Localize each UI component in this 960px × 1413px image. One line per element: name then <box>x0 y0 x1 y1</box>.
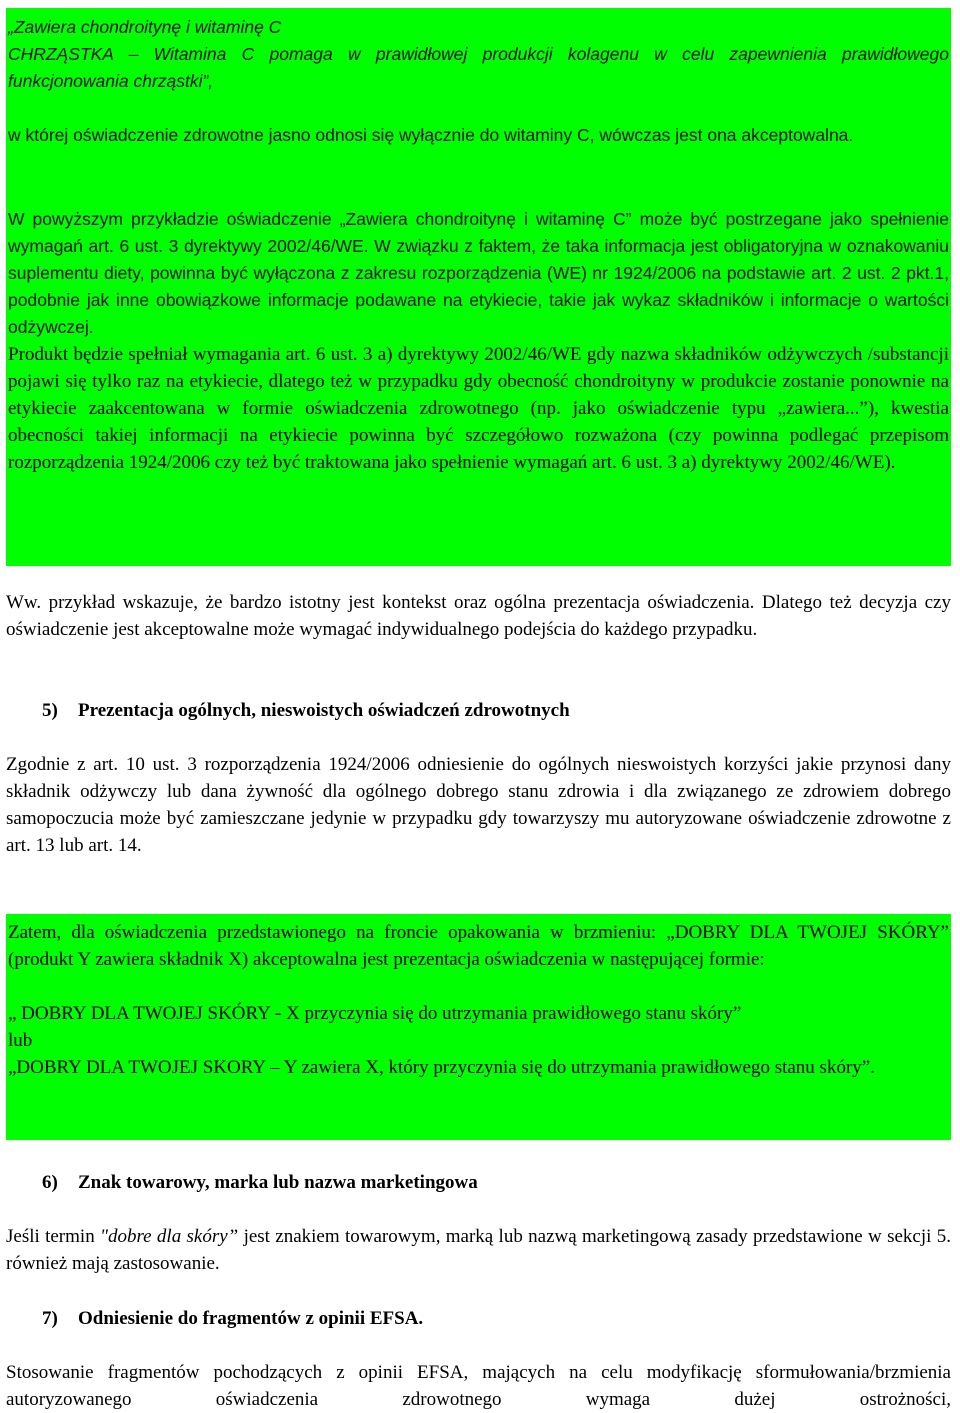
claim-text: CHRZĄSTKA – Witamina C pomaga w prawidłowej produkcji kolagenu w celu zapewnienia prawidłowego funkcjonowania chrząstki”, <box>8 44 949 91</box>
highlight-block-example-claim <box>6 8 951 194</box>
highlight-block-explanation <box>6 194 951 566</box>
section-6-number: 6) <box>42 1172 58 1193</box>
section-6-body-pre: Jeśli termin <box>6 1226 101 1247</box>
section-7-body: Stosowanie fragmentów pochodzących z opinii EFSA, mających na celu modyfikację sformułowania/brzmienia autoryzowanego oświadczenia zdrowotnego wymaga dużej ostrożności, <box>6 1362 951 1410</box>
section-6-body-term: "dobre dla skóry” <box>100 1226 239 1247</box>
section-6-body <box>6 1223 951 1277</box>
section-6-body-post: jest znakiem towarowym, marką lub nazwą marketingową zasady przedstawione w sekcji 5. również mają zastosowanie. <box>6 1226 951 1274</box>
section-5-number: 5) <box>42 700 58 721</box>
section-7-number: 7) <box>42 1308 58 1329</box>
presentation-intro: Zatem, dla oświadczenia przedstawionego na froncie opakowania w brzmieniu: „DOBRY DLA TWOJEJ SKÓRY” (produkt Y zawiera składnik X) akceptowalna jest prezentacja oświadczenia w następującej formie: <box>8 922 949 970</box>
presentation-option-1: „ DOBRY DLA TWOJEJ SKÓRY - X przyczynia się do utrzymania prawidłowego stanu skóry” <box>8 1003 742 1024</box>
explanation-serif-text: Produkt będzie spełniał wymagania art. 6 ust. 3 a) dyrektywy 2002/46/WE gdy nazwa składników odżywczych /substancji pojawi się tylko raz na etykiecie, dlatego też w przypadku gdy obecność chondroityny w produkcie zostanie ponownie na etykiecie zaakcentowana w formie oświadczenia zdrowotnego (np. jako oświadczenie typu „zawiera...”), kwestia obecności takiej informacji na etykiecie powinna być szczegółowo rozważona (czy powinna podlegać przepisom rozporządzenia 1924/2006 czy też być traktowana jako spełnienie wymagań art. 6 ust. 3 a) dyrektywy 2002/46/WE). <box>8 344 949 473</box>
claim-conclusion: w której oświadczenie zdrowotne jasno odnosi się wyłącznie do witaminy C, wówczas jest ona akceptowalna. <box>8 125 854 145</box>
example-note-paragraph: Ww. przykład wskazuje, że bardzo istotny jest kontekst oraz ogólna prezentacja oświadczenia. Dlatego też decyzja czy oświadczenie jest akceptowalne może wymagać indywidualnego podejścia do każdego przypadku. <box>6 592 951 640</box>
section-5-body: Zgodnie z art. 10 ust. 3 rozporządzenia 1924/2006 odniesienie do ogólnych nieswoistych korzyści jakie przynosi dany składnik odżywczy lub dana żywność dla ogólnego dobrego stanu zdrowia i dla związanego ze zdrowiem dobrego samopoczucia może być zamieszczane jedynie w przypadku gdy towarzyszy mu autoryzowane oświadczenie zdrowotne z art. 13 lub art. 14. <box>6 754 951 856</box>
explanation-part-1: W powyższym przykładzie oświadczenie „Zawiera chondroitynę i witaminę C” może być postrzegane jako spełnienie wymagań art. 6 ust. 3 dyrektywy 2002/46/WE. <box>8 209 949 256</box>
presentation-option-2: „DOBRY DLA TWOJEJ SKORY – Y zawiera X, który przyczynia się do utrzymania prawidłowego stanu skóry”. <box>8 1057 875 1078</box>
section-7-heading <box>42 1305 423 1332</box>
section-5-title: Prezentacja ogólnych, nieswoistych oświadczeń zdrowotnych <box>78 700 570 721</box>
section-6-heading <box>42 1169 478 1196</box>
presentation-or: lub <box>8 1030 33 1051</box>
highlight-block-presentation-example <box>6 914 951 1140</box>
explanation-text <box>8 206 949 341</box>
claim-title: „Zawiera chondroitynę i witaminę C <box>8 17 282 37</box>
section-5-heading <box>42 697 570 724</box>
section-6-title: Znak towarowy, marka lub nazwa marketingowa <box>78 1172 478 1193</box>
section-7-title: Odniesienie do fragmentów z opinii EFSA. <box>78 1308 424 1329</box>
explanation-part-2: W związku z faktem, że taka informacja jest obligatoryjna w oznakowaniu suplementu diety, powinna być wyłączona z zakresu rozporządzenia (WE) nr 1924/2006 na podstawie art. 2 ust. 2 pkt.1, podobnie jak inne obowiązkowe informacje podawane na etykiecie, takie jak wykaz składników i informacje o wartości odżywczej. <box>8 236 949 337</box>
